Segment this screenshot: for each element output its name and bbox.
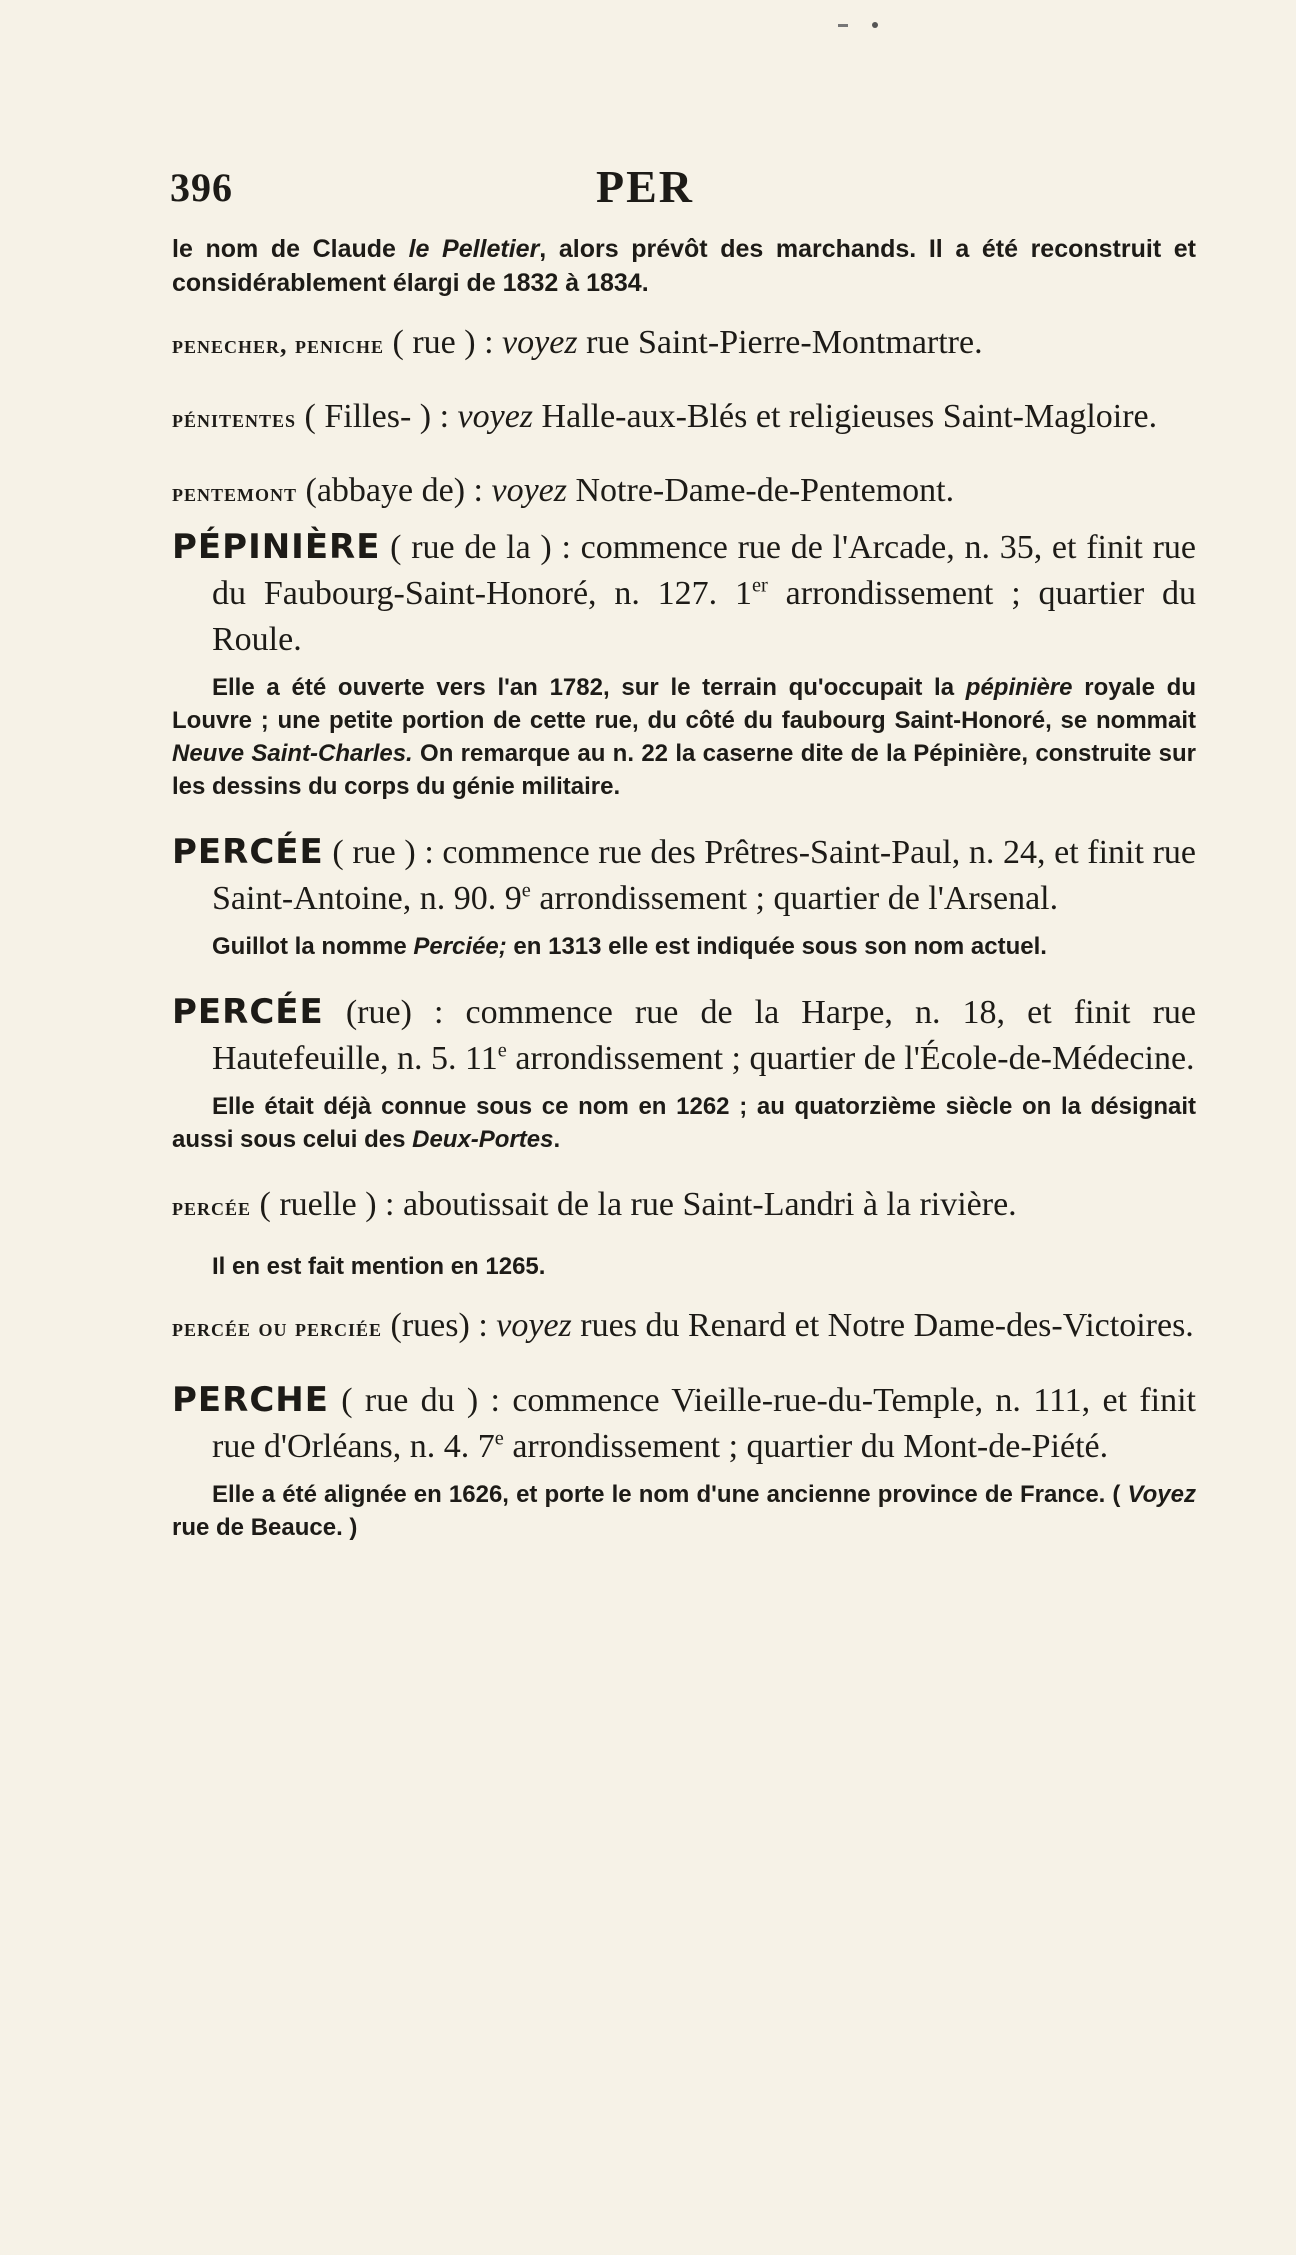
entry-text: arrondissement ; quartier du Roule. xyxy=(212,575,1197,658)
page-header xyxy=(170,160,1120,220)
running-head: PER xyxy=(596,161,694,212)
entry-text: ( rue ) : xyxy=(384,324,503,361)
italic-run: Voyez xyxy=(1127,1481,1196,1508)
entry-percee-ruelle xyxy=(172,1182,1196,1230)
entry-note xyxy=(172,671,1196,803)
entry-percee-paul xyxy=(172,829,1196,922)
cross-reference: voyez xyxy=(502,324,578,361)
superscript: e xyxy=(494,1427,504,1450)
entry-text: (rues) : xyxy=(382,1307,497,1344)
cross-reference: voyez xyxy=(496,1307,572,1344)
print-mark xyxy=(838,24,848,27)
entry-headword: pénitentes xyxy=(172,404,297,433)
entry-note xyxy=(172,1250,1196,1283)
entry-penecher xyxy=(172,320,1196,368)
note-text: . xyxy=(553,1126,561,1153)
entry-headword: pentemont xyxy=(172,478,298,507)
cross-reference: voyez xyxy=(457,398,534,435)
entry-text: rue Saint-Pierre-Montmartre. xyxy=(577,324,983,361)
entry-headword: PERCÉE xyxy=(172,832,324,872)
note-text: Elle a été alignée en 1626, et porte le nom d'une ancienne province de France. ( xyxy=(212,1481,1128,1508)
entry-penitentes xyxy=(172,394,1196,442)
superscript: e xyxy=(497,1039,507,1062)
italic-run: Deux-Portes xyxy=(412,1126,554,1153)
continuation-paragraph xyxy=(172,232,1196,300)
note-text: Elle était déjà connue sous ce nom en 1262 ; au quatorzième siècle on la désignait aussi sous celui des xyxy=(172,1093,1196,1153)
entry-headword: PERCHE xyxy=(172,1380,329,1420)
entry-percee-ou-perciee xyxy=(172,1303,1196,1351)
entry-text: ( Filles- ) : xyxy=(296,398,458,435)
note-text: Elle a été ouverte vers l'an 1782, sur le terrain qu'occupait la xyxy=(212,674,966,701)
page-text xyxy=(172,232,1196,1544)
note-text: On remarque au n. 22 la caserne dite de la Pépinière, construite sur les dessins du corps du génie militaire. xyxy=(172,740,1196,800)
entry-note xyxy=(172,1090,1196,1156)
entry-note xyxy=(172,930,1196,963)
entry-text: Halle-aux-Blés et religieuses Saint-Magloire. xyxy=(533,398,1158,435)
entry-text: rues du Renard et Notre Dame-des-Victoires. xyxy=(571,1307,1194,1344)
entry-text: arrondissement ; quartier de l'École-de-Médecine. xyxy=(506,1040,1195,1077)
note-text: Guillot la nomme xyxy=(212,933,414,960)
text-run: , alors prévôt des marchands. Il a été reconstruit et considérablement élargi de 1832 à 1834. xyxy=(172,235,1196,297)
text-run: le nom de Claude xyxy=(172,235,409,263)
entry-text: Notre-Dame-de-Pentemont. xyxy=(567,472,955,509)
superscript: er xyxy=(752,574,768,597)
italic-run: Neuve Saint-Charles. xyxy=(172,740,413,767)
entry-text: ( ruelle ) : aboutissait de la rue Saint-Landri à la rivière. xyxy=(251,1186,1017,1223)
note-text: Il en est fait mention en 1265. xyxy=(212,1253,546,1280)
italic-run: pépinière xyxy=(965,674,1073,701)
entry-text: (rue) : commence rue de la Harpe, n. 18, et finit rue Hautefeuille, n. 5. 11 xyxy=(212,994,1196,1077)
entry-pentemont xyxy=(172,468,1196,516)
entry-headword: penecher, peniche xyxy=(172,330,385,359)
entry-headword: PÉPINIÈRE xyxy=(172,527,381,567)
entry-text: ( rue ) : commence rue des Prêtres-Saint-Paul, n. 24, et finit rue Saint-Antoine, n. 90. 9 xyxy=(212,834,1196,917)
entry-note xyxy=(172,1478,1196,1544)
note-text: royale du Louvre ; une petite portion de cette rue, du côté du faubourg Saint-Honoré, se nommait xyxy=(172,674,1196,734)
entry-text: (abbaye de) : xyxy=(297,472,492,509)
cross-reference: voyez xyxy=(491,472,567,509)
entry-headword: PERCÉE xyxy=(172,992,324,1032)
page-number: 396 xyxy=(170,165,233,210)
entry-headword: percée xyxy=(172,1192,252,1221)
entry-headword: percée ou perciée xyxy=(172,1313,383,1342)
superscript: e xyxy=(521,879,531,902)
note-text: rue de Beauce. ) xyxy=(172,1514,358,1541)
note-text: en 1313 elle est indiquée sous son nom actuel. xyxy=(506,933,1047,960)
entry-text: arrondissement ; quartier de l'Arsenal. xyxy=(530,880,1059,917)
entry-text: ( rue de la ) : commence rue de l'Arcade, n. 35, et finit rue du Faubourg-Saint-Honoré, n. 127. 1 xyxy=(212,529,1196,612)
print-mark xyxy=(872,22,878,28)
italic-run: Perciée; xyxy=(413,933,507,960)
entry-perche xyxy=(172,1377,1196,1470)
entry-pepiniere xyxy=(172,524,1196,663)
entry-text: arrondissement ; quartier du Mont-de-Piété. xyxy=(503,1428,1109,1465)
italic-run: le Pelletier xyxy=(408,235,540,263)
entry-percee-harpe xyxy=(172,989,1196,1082)
entry-text: ( rue du ) : commence Vieille-rue-du-Temple, n. 111, et finit rue d'Orléans, n. 4. 7 xyxy=(212,1382,1196,1465)
